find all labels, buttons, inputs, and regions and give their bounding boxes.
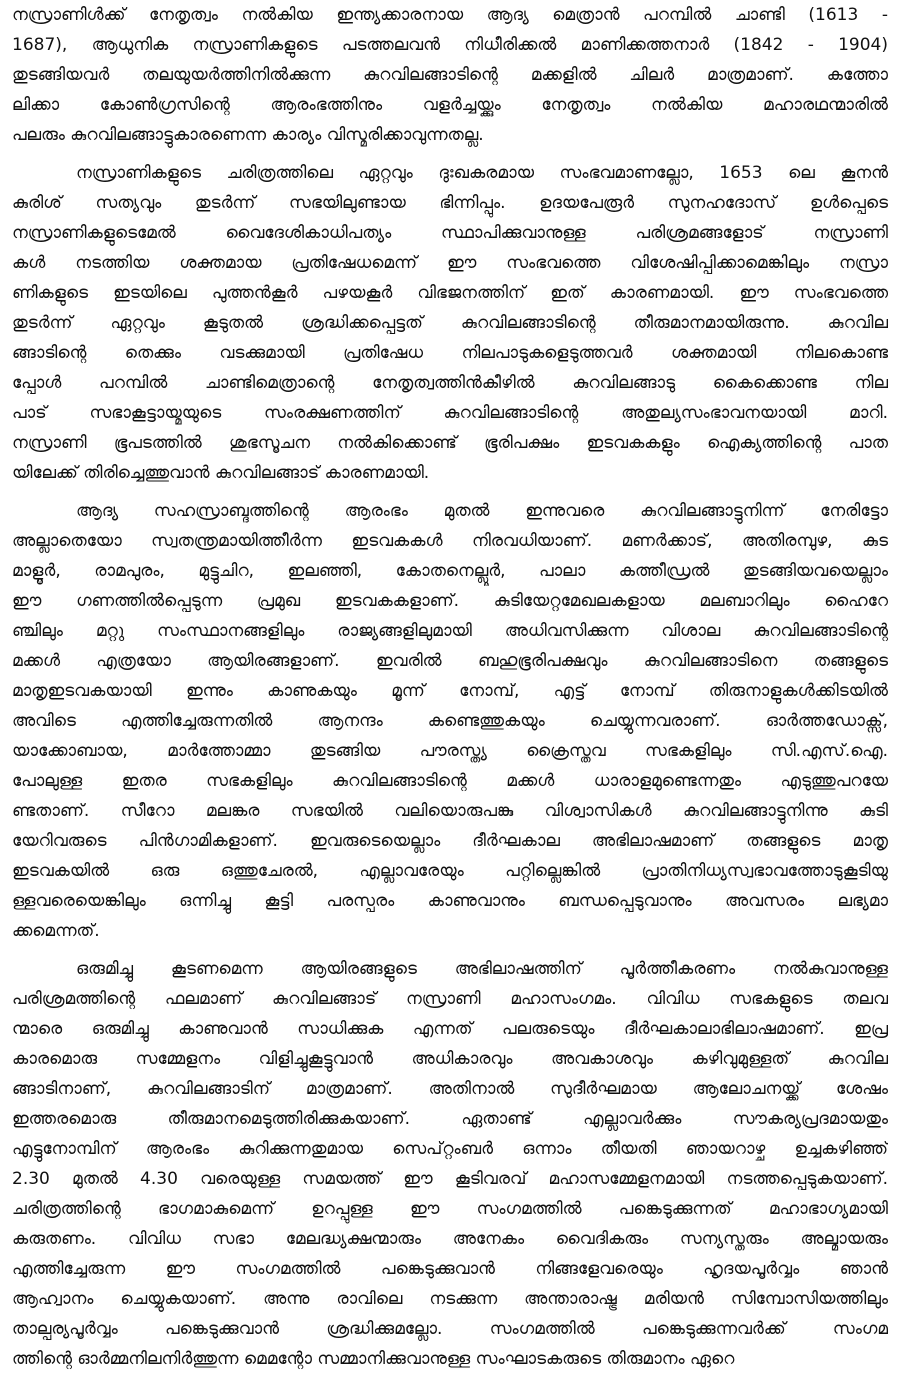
paragraph [12,954,888,1374]
text-line: തുടങ്ങിയവർ തലയുയർത്തിനിൽക്കുന്ന കുറവിലങ്ങാടിന്റെ മക്കളിൽ ചിലർ മാത്രമാണ്. കത്തോ [12,65,888,85]
text-line: ണ്ടതാണ്. സീറോ മലങ്കര സഭയിൽ വലിയൊരുപങ്കു വിശ്വാസികൾ കുറവിലങ്ങാട്ടുനിന്നു കുടി [12,801,888,821]
text-line: കരുതണം. വിവിധ സഭാ മേലദ്ധ്യക്ഷന്മാരും അനേകം വൈദികരും സന്യസ്തരും അല്മായരും [12,1229,888,1249]
text-line: മാതൃഇടവകയായി ഇന്നും കാണുകയും മൂന്ന് നോമ്പ്, എട്ട് നോമ്പ് തിരുനാളുകൾക്കിടയിൽ [12,681,888,701]
text-line: ന്മാരെ ഒരുമിച്ചു കാണുവാൻ സാധിക്കുക എന്നത് പലരുടെയും ദീർഘകാലാഭിലാഷമാണ്. ഇപ്ര [12,1019,888,1039]
text-line: നസ്രാണികളുടെമേൽ വൈദേശികാധിപത്യം സ്ഥാപിക്കുവാനുള്ള പരിശ്രമങ്ങളോട് നസ്രാണി [12,223,888,243]
paragraph-gap [12,946,888,954]
text-line: ആഹ്വാനം ചെയ്യുകയാണ്. അന്നു രാവിലെ നടക്കുന്ന അന്താരാഷ്ട്ര മരിയൻ സിമ്പോസിയത്തിലും [12,1289,888,1309]
text-line: നസ്രാണികളുടെ ചരിത്രത്തിലെ ഏറ്റവും ദുഃഖകരമായ സംഭവമാണല്ലോ, 1653 ലെ കൂനൻ [76,163,888,183]
text-line: പോലുള്ള ഇതര സഭകളിലും കുറവിലങ്ങാടിന്റെ മക്കൾ ധാരാളമുണ്ടെന്നതും എടുത്തുപറയേ [12,771,888,791]
text-line: യിലേക്ക് തിരിച്ചെത്തുവാൻ കുറവിലങ്ങാട് കാരണമായി. [12,463,430,483]
text-line: അവിടെ എത്തിച്ചേരുന്നതിൽ ആനന്ദം കണ്ടെത്തുകയും ചെയ്യുന്നവരാണ്. ഓർത്തഡോക്സ്, [12,711,888,731]
text-line: അല്ലാതെയോ സ്വതന്ത്രമായിത്തീർന്ന ഇടവകകൾ നിരവധിയാണ്. മണർക്കാട്, അതിരമ്പുഴ, കുട [12,531,888,551]
text-line: മാളൂർ, രാമപുരം, മുട്ടുചിറ, ഇലഞ്ഞി, കോതനെല്ലൂർ, പാലാ കത്തീഡ്രൽ തുടങ്ങിയവയെല്ലാം [12,561,888,581]
paragraph-gap [12,488,888,496]
text-line: എട്ടുനോമ്പിന് ആരംഭം കുറിക്കുന്നതുമായ സെപ്റ്റംബർ ഒന്നാം തീയതി ഞായറാഴ്ച ഉച്ചകഴിഞ്ഞ് [12,1139,888,1159]
paragraph-gap [12,150,888,158]
paragraph [12,158,888,488]
paragraph [12,0,888,150]
text-line: തുടർന്ന് ഏറ്റവും കൂടുതൽ ശ്രദ്ധിക്കപ്പെട്ടത് കുറവിലങ്ങാടിന്റെ തീരുമാനമായിരുന്നു. കുറവില [12,313,888,333]
text-line: ഈ ഗണത്തിൽപ്പെടുന്ന പ്രമുഖ ഇടവകകളാണ്. കുടിയേറ്റമേഖലകളായ മലബാറിലും ഹൈറേ [12,591,888,611]
text-line: ലിക്കാ കോൺഗ്രസിന്റെ ആരംഭത്തിനും വളർച്ചയ്ക്കും നേതൃത്വം നൽകിയ മഹാരഥന്മാരിൽ [12,95,888,115]
text-line: കാരമൊരു സമ്മേളനം വിളിച്ചുകൂട്ടുവാൻ അധികാരവും അവകാശവും കഴിവുമുള്ളത് കുറവില [12,1049,888,1069]
text-line: ങ്ങാടിന്റെ തെക്കും വടക്കുമായി പ്രതിഷേധ നിലപാടുകളെടുത്തവർ ശക്തമായി നിലകൊണ്ട [12,343,888,363]
text-line: ആദ്യ സഹസ്രാബ്ദത്തിന്റെ ആരംഭം മുതൽ ഇന്നുവരെ കുറവിലങ്ങാട്ടുനിന്ന് നേരിട്ടോ [76,501,888,521]
text-line: നസ്രാണിൾക്ക് നേതൃത്വം നൽകിയ ഇന്ത്യക്കാരനായ ആദ്യ മെത്രാൻ പറമ്പിൽ ചാണ്ടി (1613 - [12,5,888,25]
text-line: യേറിവരുടെ പിൻഗാമികളാണ്. ഇവരുടെയെല്ലാം ദീർഘകാല അഭിലാഷമാണ് തങ്ങളുടെ മാതൃ [12,831,888,851]
paragraph [12,496,888,946]
text-line: നസ്രാണി ഭൂപടത്തിൽ ശുഭസൂചന നൽകിക്കൊണ്ട് ഭൂരിപക്ഷം ഇടവകകളും ഐക്യത്തിന്റെ പാത [12,433,888,453]
text-line: ങ്ങാടിനാണ്, കുറവിലങ്ങാടിന് മാത്രമാണ്. അതിനാൽ സുദീർഘമായ ആലോചനയ്ക്ക് ശേഷം [12,1079,888,1099]
text-line: പലരും കുറവിലങ്ങാട്ടുകാരണെന്ന കാര്യം വിസ്മരിക്കാവുന്നതല്ല. [12,125,484,145]
text-line: യാക്കോബായ, മാർത്തോമ്മാ തുടങ്ങിയ പൗരസ്ത്യ ക്രൈസ്തവ സഭകളിലും സി.എസ്.ഐ. [12,741,888,761]
text-line: കുരിശ് സത്യവും തുടർന്ന് സഭയിലുണ്ടായ ഭിന്നിപ്പും. ഉദയപേരൂർ സുനഹദോസ് ഉൾപ്പെടെ [12,193,888,213]
text-line: ഇടവകയിൽ ഒരു ഒത്തുചേരൽ, എല്ലാവരേയും പറ്റില്ലെങ്കിൽ പ്രാതിനിധ്യസ്വഭാവത്തോടുകൂടിയു [12,861,888,881]
text-line: കൾ നടത്തിയ ശക്തമായ പ്രതിഷേധമെന്ന് ഈ സംഭവത്തെ വിശേഷിപ്പിക്കാമെങ്കിലും നസ്രാ [12,253,888,273]
text-line: ഞ്ചിലും മറ്റു സംസ്ഥാനങ്ങളിലും രാജ്യങ്ങളിലുമായി അധിവസിക്കുന്ന വിശാല കുറവിലങ്ങാടിന്റെ [12,621,888,641]
text-line: പാട് സഭാകൂട്ടായ്മയുടെ സംരക്ഷണത്തിന് കുറവിലങ്ങാടിന്റെ അതുല്യസംഭാവനയായി മാറി. [12,403,888,423]
text-line: 2.30 മുതൽ 4.30 വരെയുള്ള സമയത്ത് ഈ കൂടിവരവ് മഹാസമ്മേളനമായി നടത്തപ്പെടുകയാണ്. [12,1169,888,1189]
text-line: ക്കമെന്നത്. [12,921,100,941]
text-line: ഇത്തരമൊരു തീരുമാനമെടുത്തിരിക്കുകയാണ്. ഏതാണ്ട് എല്ലാവർക്കും സൗകര്യപ്രദമായതും [12,1109,888,1129]
text-line: എത്തിച്ചേരുന്ന ഈ സംഗമത്തിൽ പങ്കെടുക്കുവാൻ നിങ്ങളേവരെയും ഹൃദയപൂർവ്വം ഞാൻ [12,1259,888,1279]
text-line: ണികളുടെ ഇടയിലെ പുത്തൻകൂർ പഴയകൂർ വിഭജനത്തിന് ഇത് കാരണമായി. ഈ സംഭവത്തെ [12,283,888,303]
text-line: 1687), ആധുനിക നസ്രാണികളുടെ പടത്തലവൻ നിധീരിക്കൽ മാണിക്കത്തനാർ (1842 - 1904) [12,35,888,55]
document-page [12,0,888,1374]
text-line: മക്കൾ എത്രയോ ആയിരങ്ങളാണ്. ഇവരിൽ ബഹുഭൂരിപക്ഷവും കുറവിലങ്ങാടിനെ തങ്ങളുടെ [12,651,888,671]
text-line: താല്പര്യപൂർവ്വം പങ്കെടുക്കുവാൻ ശ്രദ്ധിക്കുമല്ലോ. സംഗമത്തിൽ പങ്കെടുക്കുന്നവർക്ക് സംഗമ [12,1319,888,1339]
text-line: ള്ളവരെയെങ്കിലും ഒന്നിച്ചു കൂട്ടി പരസ്പരം കാണുവാനും ബന്ധപ്പെടുവാനും അവസരം ലഭ്യമാ [12,891,888,911]
text-line: ത്തിന്റെ ഓർമ്മനിലനിർത്തുന്ന മെമന്റോ സമ്മാനിക്കുവാനുള്ള സംഘാടകരുടെ തിരുമാനം ഏറെ [12,1349,735,1369]
text-line: പരിശ്രമത്തിന്റെ ഫലമാണ് കുറവിലങ്ങാട് നസ്രാണി മഹാസംഗമം. വിവിധ സഭകളുടെ തലവ [12,989,888,1009]
text-line: ചരിത്രത്തിന്റെ ഭാഗമാകുമെന്ന് ഉറപ്പുള്ള ഈ സംഗമത്തിൽ പങ്കെടുക്കുന്നത് മഹാഭാഗ്യമായി [12,1199,888,1219]
text-line: ഒരുമിച്ചു കൂടണമെന്ന ആയിരങ്ങളുടെ അഭിലാഷത്തിന് പൂർത്തീകരണം നൽകുവാനുള്ള [76,959,888,979]
text-line: പ്പോൾ പറമ്പിൽ ചാണ്ടിമെത്രാന്റെ നേതൃത്വത്തിൻകീഴിൽ കുറവിലങ്ങാടു കൈക്കൊണ്ട നില [12,373,888,393]
